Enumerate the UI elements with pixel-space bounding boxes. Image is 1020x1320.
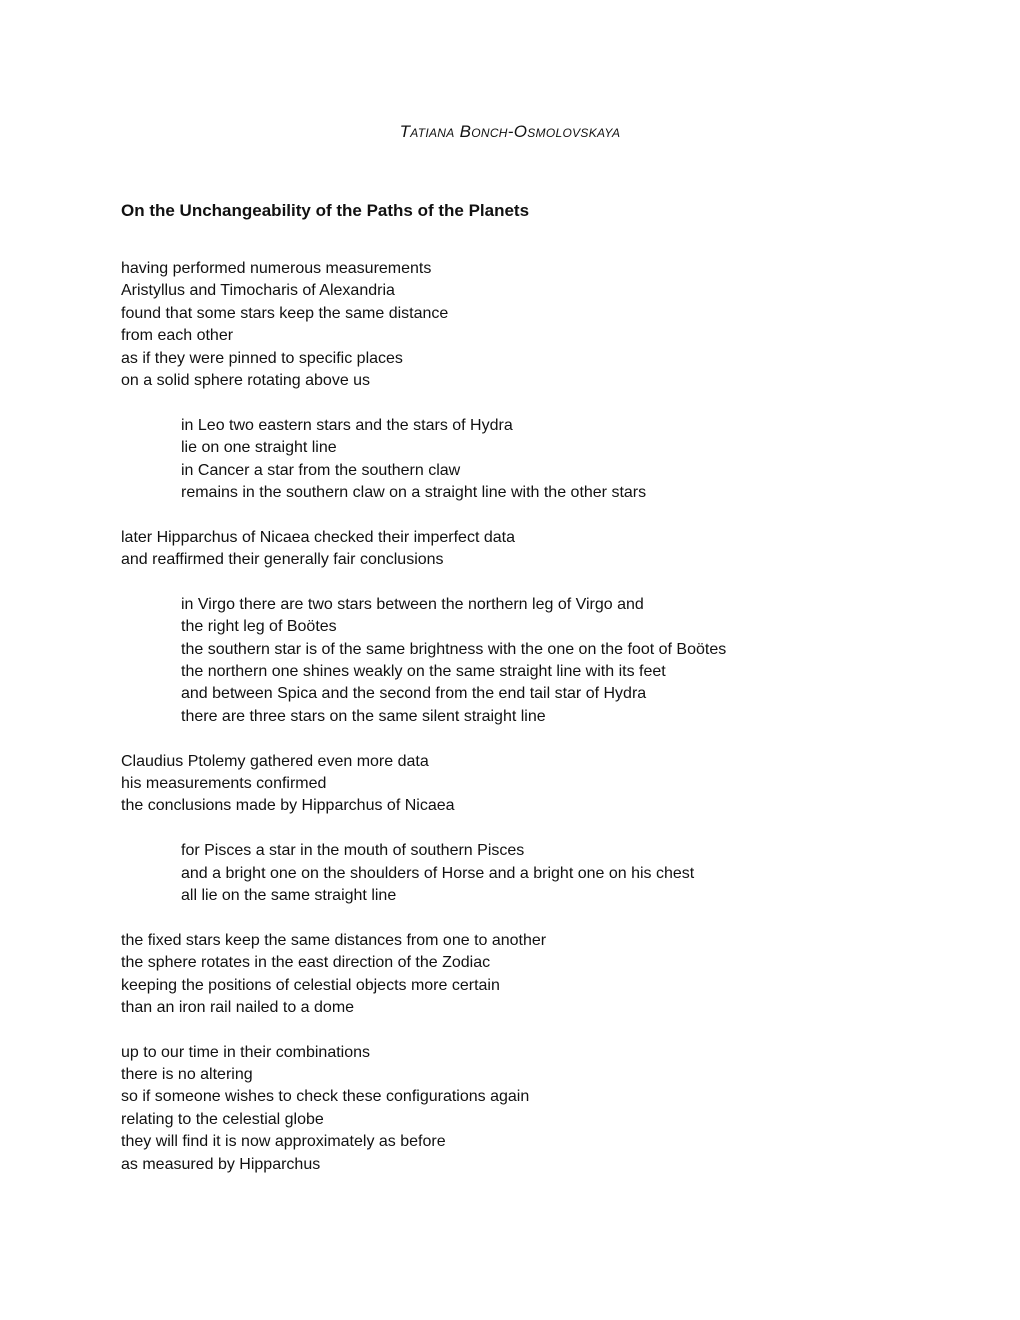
poem-line: in Leo two eastern stars and the stars of Hydra xyxy=(181,416,513,434)
poem-title: On the Unchangeability of the Paths of the Planets xyxy=(121,201,530,220)
stanza xyxy=(121,930,841,1020)
poem-line: found that some stars keep the same distance xyxy=(121,304,449,322)
poem-line: the southern star is of the same brightness with the one on the foot of Boötes xyxy=(181,640,727,658)
poem-line: from each other xyxy=(121,327,234,345)
poem-body xyxy=(121,258,841,1176)
poem-line: and reaffirmed their generally fair conclusions xyxy=(121,551,444,569)
stanza xyxy=(121,1042,841,1176)
poem-line: up to our time in their combinations xyxy=(121,1043,371,1061)
poem-line: as if they were pinned to specific places xyxy=(121,349,403,367)
poem-line: the right leg of Boötes xyxy=(181,618,337,636)
poem-line: in Cancer a star from the southern claw xyxy=(181,461,461,479)
poem-line: Aristyllus and Timocharis of Alexandria xyxy=(121,282,395,300)
stanza xyxy=(121,258,841,392)
stanza xyxy=(121,527,841,572)
poem-line: Claudius Ptolemy gathered even more data xyxy=(121,752,429,770)
poem-line: having performed numerous measurements xyxy=(121,260,432,277)
poem-line: later Hipparchus of Nicaea checked their imperfect data xyxy=(121,528,515,546)
poem-line: the sphere rotates in the east direction of the Zodiac xyxy=(121,954,491,972)
poem-line: the conclusions made by Hipparchus of Nicaea xyxy=(121,797,455,815)
poem-line: relating to the celestial globe xyxy=(121,1110,324,1128)
indented-stanza xyxy=(121,415,841,505)
author-name: Tatiana Bonch-Osmolovskaya xyxy=(399,122,621,141)
poem-line: the northern one shines weakly on the same straight line with its feet xyxy=(181,663,666,681)
poem-line: they will find it is now approximately as before xyxy=(121,1133,446,1151)
poem-line: for Pisces a star in the mouth of southern Pisces xyxy=(181,842,525,860)
poem-line: all lie on the same straight line xyxy=(181,886,397,904)
stanza xyxy=(121,751,841,818)
poem-line: so if someone wishes to check these configurations again xyxy=(121,1088,530,1106)
poem-line: in Virgo there are two stars between the northern leg of Virgo and xyxy=(181,595,644,613)
indented-stanza xyxy=(121,840,841,907)
poem-line: his measurements confirmed xyxy=(121,774,327,792)
poem-line: there are three stars on the same silent straight line xyxy=(181,707,546,725)
poem-line: and a bright one on the shoulders of Horse and a bright one on his chest xyxy=(181,864,695,882)
poem-line: than an iron rail nailed to a dome xyxy=(121,998,355,1016)
poem-line: keeping the positions of celestial objects more certain xyxy=(121,976,500,994)
poem-line: on a solid sphere rotating above us xyxy=(121,371,371,389)
poem-line: there is no altering xyxy=(121,1066,253,1084)
poem-line: the fixed stars keep the same distances from one to another xyxy=(121,931,547,949)
poem-line: lie on one straight line xyxy=(181,439,337,457)
poem-line: as measured by Hipparchus xyxy=(121,1155,321,1173)
poem-line: remains in the southern claw on a straight line with the other stars xyxy=(181,483,647,501)
poem-line: and between Spica and the second from the end tail star of Hydra xyxy=(181,685,647,703)
indented-stanza xyxy=(121,594,841,728)
